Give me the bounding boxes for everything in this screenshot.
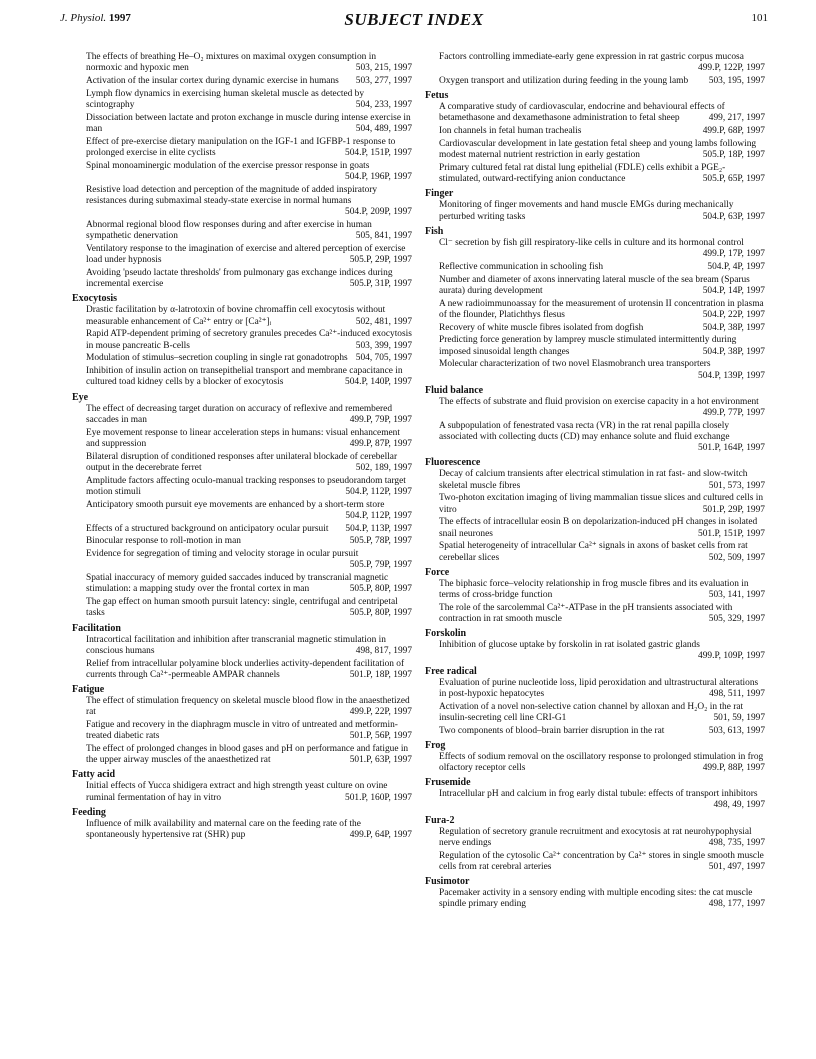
index-entry [72, 524, 412, 535]
index-section [425, 567, 765, 625]
section-heading: Exocytosis [72, 293, 117, 305]
entry-title: Rapid ATP-dependent priming of secretory granules precedes Ca²⁺-induced exocytosis in mouse pancreatic B-cells [86, 329, 412, 351]
index-entry [425, 102, 765, 124]
entry-title: Effect of pre-exercise dietary manipulation on the IGF-1 and IGFBP-1 response to prolonged exercise in elite cyclists [86, 136, 396, 158]
index-entry [72, 52, 412, 74]
entry-title: Inhibition of glucose uptake by forskolin in rat isolated gastric glands [439, 640, 700, 651]
index-entry [425, 359, 765, 381]
entry-title: A comparative study of cardiovascular, endocrine and behavioural effects of betamethasone and dexamethasone administration to fetal sheep [439, 102, 725, 124]
entry-reference: 499.P, 87P, 1997 [349, 438, 412, 449]
entry-title: The effects of breathing He–O₂ mixtures on maximal oxygen consumption in normoxic and hypoxic men [86, 52, 377, 74]
entry-reference: 504.P, 112P, 1997 [345, 510, 412, 521]
section-heading: Free radical [425, 665, 477, 677]
entry-reference: 503, 215, 1997 [355, 63, 412, 74]
index-entry [72, 781, 412, 803]
index-entry [425, 541, 765, 563]
entry-title: Number and diameter of axons innervating lateral muscle of the sea bream (Sparus aurata) during development [439, 274, 750, 296]
entry-reference: 502, 481, 1997 [355, 316, 412, 327]
entry-reference: 502, 509, 1997 [708, 552, 765, 563]
index-entry [72, 366, 412, 388]
entry-title: Oxygen transport and utilization during feeding in the young lamb [439, 76, 689, 86]
entry-reference: 505.P, 65P, 1997 [702, 174, 765, 185]
entry-title: Evidence for segregation of timing and velocity storage in ocular pursuit [86, 549, 359, 560]
entry-reference: 504.P, 22P, 1997 [702, 309, 765, 320]
index-entry [72, 819, 412, 841]
index-entry [425, 493, 765, 515]
index-section [72, 392, 412, 620]
entry-title: Effects of sodium removal on the oscillatory response to prolonged stimulation in frog olfactory receptor cells [439, 751, 764, 774]
section-heading: Facilitation [72, 622, 121, 634]
entry-title: Initial effects of Yucca shidigera extract and high strength yeast culture on ovine ruminal fermentation of hay in vitro [86, 781, 388, 803]
entry-title: The gap effect on human smooth pursuit latency: single, centrifugal and centripetal tasks [86, 597, 398, 619]
index-entry [425, 469, 765, 491]
index-entry [72, 404, 412, 426]
index-entry [72, 476, 412, 498]
entry-reference: 498, 49, 1997 [713, 800, 765, 811]
index-entry [72, 452, 412, 474]
entry-title: Spatial heterogeneity of intracellular Ca²⁺ signals in axons of basket cells from rat cerebellar slices [439, 541, 748, 563]
entry-reference: 499.P, 17P, 1997 [702, 249, 765, 260]
entry-reference: 504.P, 139P, 1997 [698, 370, 765, 381]
index-entry [425, 827, 765, 849]
entry-title: Molecular characterization of two novel Elasmobranch urea transporters [439, 359, 711, 370]
entry-title: Activation of the insular cortex during dynamic exercise in humans [86, 76, 339, 86]
index-entry [72, 89, 412, 111]
index-section [72, 293, 412, 388]
index-section [72, 52, 412, 290]
entry-title: The role of the sarcolemmal Ca²⁺-ATPase in the pH transients associated with contraction in rat smooth muscle [439, 602, 733, 625]
index-entry [72, 573, 412, 595]
page-title: SUBJECT INDEX [344, 10, 484, 29]
index-entry [72, 137, 412, 159]
index-entry [425, 238, 765, 260]
index-section [72, 684, 412, 766]
index-entry [72, 185, 412, 219]
section-heading: Eye [72, 391, 89, 403]
page-header [60, 12, 768, 34]
entry-title: The effect of stimulation frequency on skeletal muscle blood flow in the anaesthetized rat [86, 696, 410, 718]
index-entry [425, 421, 765, 455]
entry-title: Binocular response to roll-motion in man [86, 536, 241, 547]
entry-title: The effect of prolonged changes in blood gases and pH on performance and fatigue in the upper airway muscles of the anaesthetized rat [86, 744, 409, 766]
entry-title: Lymph flow dynamics in exercising human skeletal muscle as detected by scintography [86, 88, 365, 110]
entry-reference: 504.P, 63P, 1997 [702, 211, 765, 222]
section-heading: Forskolin [425, 628, 467, 640]
entry-reference: 499.P, 68P, 1997 [702, 126, 765, 137]
entry-reference: 503, 141, 1997 [708, 590, 765, 601]
section-heading: Fluorescence [425, 457, 481, 469]
entry-title: Primary cultured fetal rat distal lung epithelial (FDLE) cells exhibit a PGE₂-stimulated, outward-rectifying anion conductance [439, 163, 726, 185]
entry-title: Effects of a structured background on anticipatory ocular pursuit [86, 523, 329, 534]
entry-reference: 499.P, 122P, 1997 [698, 63, 765, 74]
entry-title: Decay of calcium transients after electrical stimulation in rat fast- and slow-twitch skeletal muscle fibres [439, 469, 748, 491]
index-entry [425, 126, 765, 137]
entry-title: Abnormal regional blood flow responses during and after exercise in human sympathetic denervation [86, 220, 372, 242]
entry-reference: 498, 735, 1997 [708, 837, 765, 848]
entry-title: A new radioimmunoassay for the measurement of urotensin II concentration in plasma of the flounder, Platichthys flesus [439, 298, 764, 320]
index-section [425, 815, 765, 873]
index-entry [425, 888, 765, 910]
entry-title: Cardiovascular development in late gestation fetal sheep and young lambs following modest maternal nutrient restriction in early gestation [439, 139, 757, 161]
entry-title: Reflective communication in schooling fish [439, 261, 604, 272]
entry-reference: 501.P, 164P, 1997 [698, 443, 765, 454]
index-entry [425, 323, 765, 334]
entry-reference: 501, 59, 1997 [713, 712, 765, 723]
index-entry [72, 597, 412, 619]
entry-reference: 505, 841, 1997 [355, 231, 412, 242]
entry-reference: 503, 613, 1997 [708, 725, 765, 736]
entry-title: Spinal monoaminergic modulation of the exercise pressor response in goats [86, 160, 370, 171]
entry-title: Ion channels in fetal human trachealis [439, 126, 582, 137]
index-entry [72, 744, 412, 766]
entry-title: Two-photon excitation imaging of living mammalian tissue slices and cultured cells in vitro [439, 493, 764, 515]
entry-reference: 504.P, 140P, 1997 [345, 377, 412, 388]
entry-reference: 498, 177, 1997 [708, 899, 765, 910]
entry-title: Recovery of white muscle fibres isolated from dogfish [439, 322, 644, 333]
entry-reference: 501.P, 56P, 1997 [349, 731, 412, 742]
index-section [72, 807, 412, 841]
index-entry [425, 603, 765, 625]
entry-title: Activation of a novel non-selective cation channel by alloxan and H₂O₂ in the rat insulin-secreting cell line CRI-G1 [439, 701, 744, 723]
index-entry [425, 726, 765, 737]
index-entry [425, 789, 765, 811]
entry-title: Relief from intracellular polyamine block underlies activity-dependent facilitation of currents through Ca²⁺-permeable AMPAR channels [86, 658, 405, 680]
entry-title: Dissociation between lactate and proton exchange in muscle during intense exercise in man [86, 112, 411, 134]
entry-reference: 499.P, 22P, 1997 [349, 707, 412, 718]
entry-reference: 499.P, 79P, 1997 [349, 414, 412, 425]
section-heading: Fura-2 [425, 814, 455, 826]
index-entry [72, 220, 412, 242]
entry-reference: 505.P, 79P, 1997 [349, 560, 412, 571]
index-entry [425, 335, 765, 357]
index-entry [72, 268, 412, 290]
entry-title: Influence of milk availability and maternal care on the feeding rate of the spontaneously hypertensive rat (SHR) pup [86, 818, 361, 841]
entry-reference: 501.P, 18P, 1997 [349, 669, 412, 680]
entry-title: Factors controlling immediate-early gene expression in rat gastric corpus mucosa [439, 52, 744, 62]
entry-title: The biphasic force–velocity relationship in frog muscle fibres and its evaluation in terms of cross-bridge function [439, 578, 749, 601]
entry-title: The effects of intracellular eosin B on depolarization-induced pH changes in isolated snail neurones [439, 517, 758, 539]
entry-reference: 503, 195, 1997 [708, 76, 765, 86]
journal-year: 1997 [108, 12, 131, 24]
right-column [425, 52, 765, 912]
entry-title: Regulation of secretory granule recruitment and exocytosis at rat neurohypophysial nerve endings [439, 826, 752, 848]
entry-reference: 501.P, 63P, 1997 [349, 755, 412, 766]
index-entry [425, 851, 765, 873]
entry-reference: 505.P, 78P, 1997 [349, 536, 412, 547]
index-entry [72, 305, 412, 327]
entry-title: Intracellular pH and calcium in frog early distal tubule: effects of transport inhibitors [439, 789, 758, 800]
entry-reference: 504.P, 14P, 1997 [702, 285, 765, 296]
index-entry [72, 113, 412, 135]
entry-title: Drastic facilitation by α-latrotoxin of bovine chromaffin cell exocytosis without measurable enhancement of Ca²⁺ entry or [Ca²⁺]ᵢ [86, 305, 386, 327]
section-heading: Frusemide [425, 777, 471, 789]
entry-reference: 504.P, 151P, 1997 [345, 148, 412, 158]
entry-reference: 499.P, 88P, 1997 [702, 763, 765, 774]
index-entry [72, 659, 412, 681]
index-entry [425, 262, 765, 273]
section-heading: Fish [425, 225, 444, 237]
index-section [425, 457, 765, 563]
entry-title: Modulation of stimulus–secretion coupling in single rat gonadotrophs [86, 353, 348, 364]
entry-title: Intracortical facilitation and inhibition after transcranial magnetic stimulation in conscious humans [86, 634, 386, 656]
entry-title: A subpopulation of fenestrated vasa recta (VR) in the rat renal papilla closely associated with collecting ducts (CD) may enhance solute and fluid exchange [439, 420, 730, 443]
entry-title: Ventilatory response to the imagination of exercise and altered perception of exercise load under hypnosis [86, 244, 406, 266]
index-section [425, 226, 765, 382]
index-entry [425, 579, 765, 601]
entry-reference: 498, 511, 1997 [709, 688, 765, 699]
entry-title: Bilateral disruption of conditioned responses after unilateral blockade of cerebellar output in the decerebrate ferret [86, 451, 398, 473]
index-section [425, 740, 765, 774]
page-number: 101 [751, 12, 768, 24]
entry-reference: 499.P, 77P, 1997 [702, 408, 765, 419]
index-entry [72, 76, 412, 87]
section-heading: Fetus [425, 90, 449, 102]
index-section [425, 666, 765, 737]
entry-title: Two components of blood–brain barrier disruption in the rat [439, 725, 665, 736]
entry-title: Spatial inaccuracy of memory guided saccades induced by transcranial magnetic stimulation: a mapping study over the frontal cortex in man [86, 573, 389, 595]
entry-reference: 503, 399, 1997 [355, 340, 412, 351]
entry-reference: 499.P, 64P, 1997 [349, 830, 412, 841]
entry-reference: 498, 817, 1997 [355, 645, 412, 656]
entry-reference: 499.P, 109P, 1997 [698, 651, 765, 662]
entry-reference: 501.P, 151P, 1997 [698, 528, 765, 539]
section-heading: Frog [425, 739, 446, 751]
entry-reference: 503, 277, 1997 [355, 76, 412, 86]
index-entry [425, 752, 765, 774]
index-entry [72, 161, 412, 183]
index-section [425, 188, 765, 222]
entry-reference: 504.P, 4P, 1997 [707, 261, 765, 272]
entry-reference: 504.P, 38P, 1997 [702, 346, 765, 357]
entry-reference: 504, 705, 1997 [355, 353, 412, 364]
index-entry [425, 702, 765, 724]
section-heading: Fluid balance [425, 384, 484, 396]
entry-reference: 504.P, 113P, 1997 [345, 523, 412, 534]
entry-reference: 504, 233, 1997 [355, 100, 412, 110]
entry-title: Eye movement response to linear acceleration steps in humans: visual enhancement and suppression [86, 427, 400, 449]
index-section [425, 628, 765, 662]
index-entry [72, 536, 412, 547]
entry-title: Predicting force generation by lamprey muscle stimulated intermittently during imposed sinusoidal length changes [439, 335, 737, 357]
section-heading: Fatigue [72, 684, 105, 696]
entry-title: Amplitude factors affecting oculo-manual tracking responses to pseudorandom target motion stimuli [86, 475, 406, 497]
entry-title: The effect of decreasing target duration on accuracy of reflexive and remembered saccades in man [86, 403, 393, 425]
index-entry [425, 640, 765, 662]
index-entry [425, 275, 765, 297]
entry-reference: 505, 329, 1997 [708, 614, 765, 625]
entry-reference: 501.P, 160P, 1997 [345, 792, 412, 803]
entry-reference: 504.P, 38P, 1997 [702, 322, 765, 333]
entry-title: Fatigue and recovery in the diaphragm muscle in vitro of untreated and metformin-treated diabetic rats [86, 720, 398, 742]
entry-title: Regulation of the cytosolic Ca²⁺ concentration by Ca²⁺ stores in single smooth muscle cells from rat cerebral arteries [439, 850, 764, 872]
entry-reference: 501, 573, 1997 [708, 480, 765, 491]
entry-reference: 505.P, 31P, 1997 [349, 279, 412, 290]
index-entry [72, 549, 412, 571]
entry-reference: 502, 189, 1997 [355, 462, 412, 473]
index-entry [72, 353, 412, 364]
index-entry [425, 517, 765, 539]
index-section [425, 52, 765, 87]
entry-reference: 504, 489, 1997 [355, 124, 412, 134]
entry-reference: 505.P, 29P, 1997 [349, 255, 412, 266]
entry-title: Avoiding 'pseudo lactate thresholds' from pulmonary gas exchange indices during incremental exercise [86, 268, 393, 290]
entry-title: Monitoring of finger movements and hand muscle EMGs during mechanically perturbed writing tasks [439, 200, 734, 222]
index-section [425, 90, 765, 185]
entry-title: Resistive load detection and perception of the magnitude of added inspiratory resistances during submaximal steady-state exercise in normal humans [86, 184, 378, 206]
index-section [72, 769, 412, 803]
section-heading: Fusimotor [425, 876, 470, 888]
entry-reference: 505.P, 80P, 1997 [349, 584, 412, 595]
index-entry [425, 139, 765, 161]
index-section [425, 876, 765, 910]
index-entry [425, 397, 765, 419]
index-entry [72, 500, 412, 522]
index-entry [72, 244, 412, 266]
index-section [72, 623, 412, 681]
left-column [72, 52, 412, 843]
entry-reference: 504.P, 209P, 1997 [345, 207, 412, 218]
index-section [425, 385, 765, 455]
entry-reference: 499, 217, 1997 [708, 113, 765, 124]
entry-reference: 504.P, 196P, 1997 [345, 172, 412, 182]
section-heading: Feeding [72, 806, 106, 818]
entry-title: Pacemaker activity in a sensory ending with multiple encoding sites: the cat muscle spindle primary ending [439, 888, 753, 910]
section-heading: Force [425, 566, 450, 578]
index-section [425, 777, 765, 811]
entry-reference: 501, 497, 1997 [708, 861, 765, 872]
index-entry [425, 163, 765, 185]
index-entry [72, 635, 412, 657]
index-entry [425, 200, 765, 222]
index-entry [72, 696, 412, 718]
entry-reference: 505.P, 80P, 1997 [349, 608, 412, 619]
section-heading: Finger [425, 188, 454, 200]
index-entry [72, 329, 412, 351]
index-entry [425, 76, 765, 87]
index-entry [72, 428, 412, 450]
entry-title: Inhibition of insulin action on transepithelial transport and membrane capacitance in cultured toad kidney cells by a blocker of exocytosis [86, 366, 403, 388]
index-entry [425, 678, 765, 700]
section-heading: Fatty acid [72, 769, 116, 781]
entry-reference: 504.P, 112P, 1997 [345, 486, 412, 497]
index-entry [72, 720, 412, 742]
index-entry [425, 299, 765, 321]
entry-title: The effects of substrate and fluid provision on exercise capacity in a hot environment [439, 396, 759, 407]
entry-title: Cl⁻ secretion by fish gill respiratory-like cells in culture and its hormonal control [439, 237, 744, 248]
entry-title: Anticipatory smooth pursuit eye movements are enhanced by a short-term store [86, 499, 385, 510]
journal-title: J. Physiol. [60, 12, 107, 24]
entry-title: Evaluation of purine nucleotide loss, lipid peroxidation and ultrastructural alterations in post-hypoxic hepatocytes [439, 677, 759, 699]
entry-reference: 505.P, 18P, 1997 [702, 150, 765, 161]
index-entry [425, 52, 765, 74]
entry-reference: 501.P, 29P, 1997 [702, 504, 765, 515]
